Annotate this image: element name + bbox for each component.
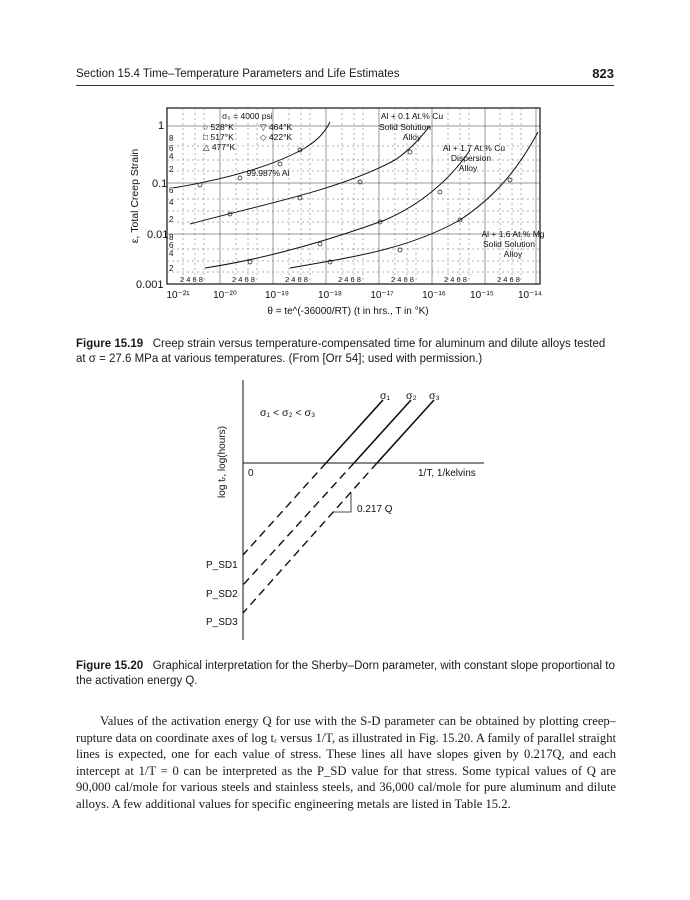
- sd-line-sigma-1-dashed: [243, 463, 326, 555]
- sd-origin: 0: [248, 468, 254, 479]
- x-tick-19: 10⁻¹⁹: [264, 290, 290, 301]
- sd-xlabel: 1/T, 1/kelvins: [418, 468, 476, 479]
- sd-line-sigma-3-dashed: [243, 463, 377, 613]
- label-al-cu-disp-3: Alloy: [458, 163, 478, 173]
- curve-al-mg: [290, 132, 538, 268]
- label-al-mg-1: Al + 1.6 At.% Mg: [481, 229, 545, 239]
- label-al-cu-disp-2: Dispersion: [450, 153, 492, 163]
- svg-text:4: 4: [169, 249, 174, 258]
- sigma-3-label: σ₃: [429, 390, 440, 402]
- creep-data-markers: [198, 148, 512, 264]
- svg-text:6: 6: [169, 144, 174, 153]
- svg-text:2 4 6 8: 2 4 6 8: [180, 275, 203, 284]
- x-tick-20: 10⁻²⁰: [213, 290, 237, 301]
- figure-15-20-caption: [76, 659, 616, 689]
- body-text: [76, 713, 616, 813]
- section-title: Section 15.4 Time–Temperature Parameters and Life Estimates: [76, 68, 400, 80]
- x-tick-16: 10⁻¹⁶: [422, 290, 446, 301]
- svg-text:2 4 6 8: 2 4 6 8: [444, 275, 467, 284]
- label-al-cu-solid-1: Al + 0.1 At.% Cu: [380, 111, 444, 121]
- svg-text:8: 8: [169, 134, 174, 143]
- y-tick-0-1: 0.1: [152, 178, 168, 190]
- creep-plot-frame: [167, 108, 540, 284]
- creep-xlabel: θ = te^(-36000/RT) (t in hrs., T in °K): [267, 306, 429, 317]
- svg-text:6: 6: [169, 186, 174, 195]
- legend-stress: σ₀ = 4000 psi: [222, 111, 273, 121]
- curve-al-cu-solid: [190, 126, 430, 224]
- svg-text:8: 8: [169, 233, 174, 242]
- x-minor-labels: [180, 275, 520, 284]
- svg-text:2 4 6 8: 2 4 6 8: [497, 275, 520, 284]
- x-tick-21: 10⁻²¹: [166, 290, 190, 301]
- svg-text:6: 6: [169, 241, 174, 250]
- sd-sigma-relation: σ₁ < σ₂ < σ₃: [260, 407, 316, 419]
- label-al-cu-solid-3: Alloy: [402, 132, 422, 142]
- y-minor-labels: [169, 134, 174, 273]
- psd-3-label: P_SD3: [206, 617, 238, 628]
- body-paragraph: Values of the activation energy Q for use with the S-D parameter can be obtained by plotting creep–rupture data on coordinate axes of log tᵣ versus 1/T, as illustrated in Fig. 15.20. A family of parallel straight lines is expected, one for each value of stress. These lines all have slopes given by 0.217Q, and each intercept at 1/T = 0 can be interpreted as the P_SD value for that stress. Some typical values of Q are 90,000 cal/mole for various steels and stainless steels, and 36,000 cal/mole for pure aluminum and dilute alloys. A few additional values for specific engineering metals are listed in Table 15.2.: [76, 714, 616, 811]
- svg-text:2: 2: [169, 215, 174, 224]
- slope-triangle: [333, 493, 351, 512]
- legend-item-422: ◇ 422°K: [260, 132, 293, 142]
- svg-text:2 4 6 8: 2 4 6 8: [232, 275, 255, 284]
- sd-line-sigma-1-solid: [326, 400, 383, 463]
- sigma-2-label: σ₂: [406, 390, 417, 402]
- sd-line-sigma-2-solid: [354, 400, 411, 463]
- sd-line-sigma-3-solid: [377, 400, 434, 463]
- label-al-mg-3: Alloy: [503, 249, 523, 259]
- y-tick-1: 1: [158, 120, 165, 132]
- x-tick-18: 10⁻¹⁸: [318, 290, 342, 301]
- x-tick-15: 10⁻¹⁵: [470, 290, 494, 301]
- sd-ylabel: log tᵣ, log(hours): [217, 426, 228, 498]
- x-tick-17: 10⁻¹⁷: [370, 290, 394, 301]
- psd-1-label: P_SD1: [206, 560, 238, 571]
- y-tick-0-01: 0.01: [147, 229, 169, 241]
- svg-text:2: 2: [169, 165, 174, 174]
- svg-text:2 4 6 8: 2 4 6 8: [391, 275, 414, 284]
- creep-grid-vertical: [183, 108, 536, 284]
- legend-item-464: ▽ 464°K: [260, 122, 293, 132]
- label-al-cu-disp-1: Al + 1.7 At.% Cu: [442, 143, 506, 153]
- figure-15-19-caption-text: Creep strain versus temperature-compensated time for aluminum and dilute alloys tested at σ = 27.6 MPa at various temperatures. (From [Orr 54]; used with permission.): [76, 338, 606, 365]
- legend-item-517: □ 517°K: [203, 132, 234, 142]
- legend-item-528: ○ 528°K: [203, 122, 234, 132]
- x-tick-14: 10⁻¹⁴: [517, 290, 543, 301]
- sigma-1-label: σ₁: [380, 390, 391, 402]
- psd-2-label: P_SD2: [206, 589, 238, 600]
- svg-text:4: 4: [169, 198, 174, 207]
- svg-text:2 4 6 8: 2 4 6 8: [338, 275, 361, 284]
- svg-text:4: 4: [169, 152, 174, 161]
- label-pure-al: 99.987% Al: [246, 168, 290, 178]
- slope-label: 0.217 Q: [357, 504, 393, 515]
- figure-15-19-caption: [76, 337, 616, 367]
- header-rule: [76, 85, 614, 86]
- sd-line-sigma-2-dashed: [243, 463, 354, 585]
- creep-grid-horizontal: [167, 126, 540, 272]
- page-number: 823: [592, 66, 614, 81]
- curve-al-cu-dispersion: [205, 150, 470, 268]
- figure-15-20-caption-text: Graphical interpretation for the Sherby–Dorn parameter, with constant slope proportional to the activation energy Q.: [76, 660, 615, 687]
- figure-15-20-label: Figure 15.20: [76, 660, 144, 672]
- figure-15-19-label: Figure 15.19: [76, 338, 144, 350]
- svg-text:2 4 6 8: 2 4 6 8: [285, 275, 308, 284]
- running-header: [76, 66, 614, 86]
- y-tick-0-001: 0.001: [136, 279, 164, 291]
- curve-pure-al: [173, 122, 330, 188]
- legend-item-477: △ 477°K: [203, 142, 236, 152]
- svg-text:2: 2: [169, 264, 174, 273]
- creep-ylabel: ε, Total Creep Strain: [129, 148, 141, 244]
- label-al-mg-2: Solid Solution: [483, 239, 535, 249]
- label-al-cu-solid-2: Solid Solution: [379, 122, 431, 132]
